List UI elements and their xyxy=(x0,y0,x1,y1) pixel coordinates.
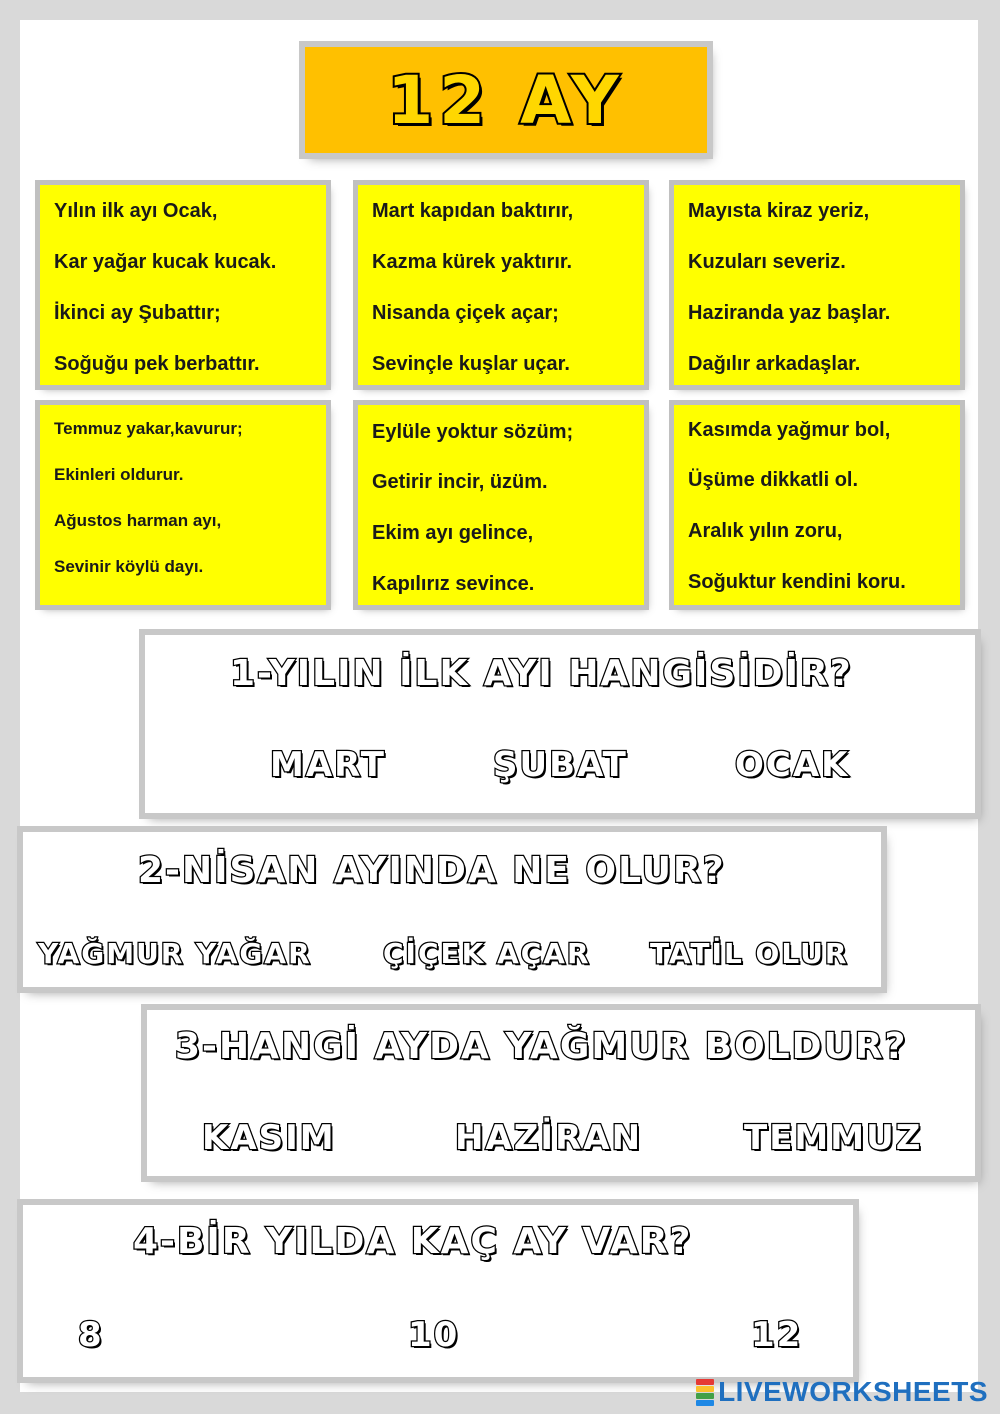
poem-line: Sevinçle kuşlar uçar. xyxy=(372,353,570,375)
title-banner xyxy=(305,47,707,153)
poem-line: İkinci ay Şubattır; xyxy=(54,302,221,324)
poem-line: Üşüme dikkatli ol. xyxy=(688,469,859,491)
poem-card-5 xyxy=(358,405,644,605)
answer-option-subat[interactable]: ŞUBAT xyxy=(493,745,628,785)
poem-line: Eylüle yoktur sözüm; xyxy=(372,421,574,443)
poem-line: Ağustos harman ayı, xyxy=(54,511,222,530)
answer-option-ocak[interactable]: OCAK xyxy=(735,745,850,785)
answer-option-kasim[interactable]: KASIM xyxy=(202,1118,336,1158)
poem-card-6 xyxy=(674,405,960,605)
poem-card-2 xyxy=(358,185,644,385)
question-text: 1-YILIN İLK AYI HANGİSİDİR? xyxy=(230,653,853,694)
logo-text: LIVEWORKSHEETS xyxy=(718,1376,988,1407)
poem-line: Dağılır arkadaşlar. xyxy=(688,353,861,375)
poem-line: Soğuktur kendini koru. xyxy=(688,571,906,593)
answer-option-cicek-acar[interactable]: ÇİÇEK AÇAR xyxy=(383,937,591,970)
question-text: 2-NİSAN AYINDA NE OLUR? xyxy=(138,850,726,891)
question-text: 4-BİR YILDA KAÇ AY VAR? xyxy=(133,1221,693,1262)
poem-line: Mayısta kiraz yeriz, xyxy=(688,200,870,222)
poem-line: Soğuğu pek berbattır. xyxy=(54,353,260,375)
page-title: 12 AY xyxy=(387,61,625,139)
poem-line: Haziranda yaz başlar. xyxy=(688,302,891,324)
poem-line: Kasımda yağmur bol, xyxy=(688,419,891,441)
poem-line: Getirir incir, üzüm. xyxy=(372,471,548,493)
poem-line: Ekim ayı gelince, xyxy=(372,522,534,544)
poem-line: Yılın ilk ayı Ocak, xyxy=(54,200,218,222)
answer-option-temmuz[interactable]: TEMMUZ xyxy=(744,1118,923,1158)
poem-line: Temmuz yakar,kavurur; xyxy=(54,419,243,438)
question-text: 3-HANGİ AYDA YAĞMUR BOLDUR? xyxy=(175,1026,908,1067)
answer-option-tatil-olur[interactable]: TATİL OLUR xyxy=(650,937,849,970)
poem-line: Nisanda çiçek açar; xyxy=(372,302,559,324)
poem-line: Aralık yılın zoru, xyxy=(688,520,843,542)
question-card-2 xyxy=(23,832,881,987)
poem-line: Kar yağar kucak kucak. xyxy=(54,251,277,273)
poem-line: Kazma kürek yaktırır. xyxy=(372,251,573,273)
answer-option-haziran[interactable]: HAZİRAN xyxy=(455,1118,643,1158)
poem-card-3 xyxy=(674,185,960,385)
poem-line: Ekinleri oldurur. xyxy=(54,465,184,484)
question-card-1 xyxy=(145,635,975,813)
liveworksheets-logo-icon xyxy=(696,1379,714,1405)
poem-line: Sevinir köylü dayı. xyxy=(54,557,204,576)
answer-option-10[interactable]: 10 xyxy=(408,1315,460,1355)
liveworksheets-logo[interactable] xyxy=(696,1376,988,1408)
poem-line: Kapılırız sevince. xyxy=(372,573,535,595)
answer-option-mart[interactable]: MART xyxy=(270,745,386,785)
poem-line: Mart kapıdan baktırır, xyxy=(372,200,574,222)
poem-line: Kuzuları severiz. xyxy=(688,251,846,273)
answer-option-12[interactable]: 12 xyxy=(751,1315,803,1355)
poem-card-1 xyxy=(40,185,326,385)
question-card-4 xyxy=(23,1205,853,1377)
question-card-3 xyxy=(147,1010,975,1176)
answer-option-8[interactable]: 8 xyxy=(78,1315,104,1355)
answer-option-yagmur-yagar[interactable]: YAĞMUR YAĞAR xyxy=(38,937,312,970)
poem-card-4 xyxy=(40,405,326,605)
